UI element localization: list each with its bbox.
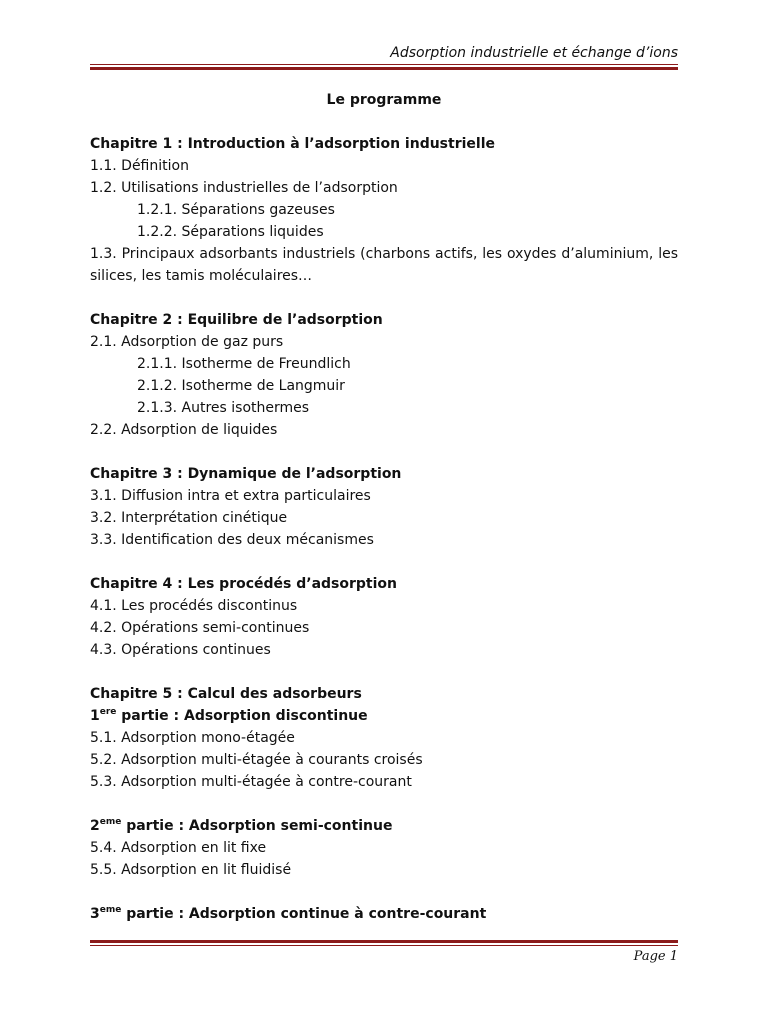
section-3-3: 3.3. Identification des deux mécanismes <box>90 532 374 548</box>
section-1-3: 1.3. Principaux adsorbants industriels (charbons actifs, les oxydes d’aluminium, les silices, les tamis moléculaires… <box>90 246 678 284</box>
chapter-2-title: Chapitre 2 : Equilibre de l’adsorption <box>90 312 383 328</box>
program-title: Le programme <box>326 92 442 108</box>
header-rule-thin <box>90 64 678 65</box>
chapter-3-title: Chapitre 3 : Dynamique de l’adsorption <box>90 466 402 482</box>
part-2-heading: 2eme partie : Adsorption semi-continue <box>90 817 393 834</box>
section-5-3: 5.3. Adsorption multi-étagée à contre-courant <box>90 774 412 790</box>
section-2-1-3: 2.1.3. Autres isothermes <box>137 400 310 416</box>
section-1-2-1: 1.2.1. Séparations gazeuses <box>137 202 335 218</box>
chapter-5-title: Chapitre 5 : Calcul des adsorbeurs <box>90 686 362 702</box>
section-2-1-1: 2.1.1. Isotherme de Freundlich <box>137 356 351 372</box>
section-4-3: 4.3. Opérations continues <box>90 642 271 658</box>
header-rule-thick <box>90 67 678 70</box>
section-2-1-2: 2.1.2. Isotherme de Langmuir <box>137 378 345 394</box>
section-5-2: 5.2. Adsorption multi-étagée à courants croisés <box>90 752 423 768</box>
section-5-1: 5.1. Adsorption mono-étagée <box>90 730 295 746</box>
chapter-4-title: Chapitre 4 : Les procédés d’adsorption <box>90 576 398 592</box>
document-body <box>90 89 678 925</box>
footer-rule-thick <box>90 940 678 943</box>
part-3-heading: 3eme partie : Adsorption continue à contre-courant <box>90 905 487 922</box>
section-1-2: 1.2. Utilisations industrielles de l’adsorption <box>90 180 398 196</box>
section-1-1: 1.1. Définition <box>90 158 189 174</box>
part-1-heading: 1ere partie : Adsorption discontinue <box>90 707 368 724</box>
section-4-2: 4.2. Opérations semi-continues <box>90 620 310 636</box>
section-5-4: 5.4. Adsorption en lit fixe <box>90 840 267 856</box>
section-5-5: 5.5. Adsorption en lit fluidisé <box>90 862 292 878</box>
section-2-1: 2.1. Adsorption de gaz purs <box>90 334 284 350</box>
section-1-2-2: 1.2.2. Séparations liquides <box>137 224 324 240</box>
chapter-1-title: Chapitre 1 : Introduction à l’adsorption industrielle <box>90 136 495 152</box>
section-3-1: 3.1. Diffusion intra et extra particulaires <box>90 488 371 504</box>
page-number: Page 1 <box>633 949 678 964</box>
section-4-1: 4.1. Les procédés discontinus <box>90 598 298 614</box>
running-header: Adsorption industrielle et échange d’ions <box>390 45 678 61</box>
section-2-2: 2.2. Adsorption de liquides <box>90 422 278 438</box>
footer-rule-thin <box>90 945 678 946</box>
section-3-2: 3.2. Interprétation cinétique <box>90 510 288 526</box>
